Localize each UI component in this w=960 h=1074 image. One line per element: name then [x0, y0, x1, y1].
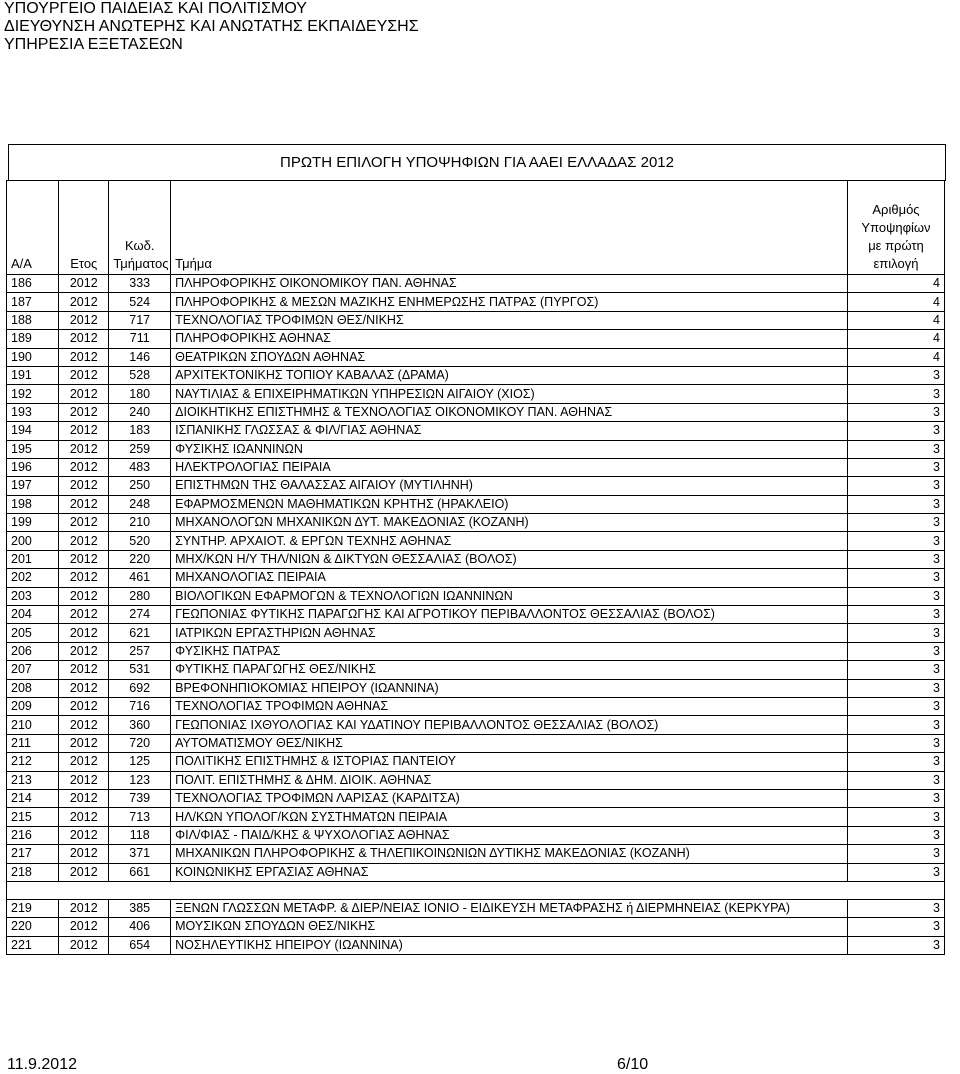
cell-department: ΙΑΤΡΙΚΩΝ ΕΡΓΑΣΤΗΡΙΩΝ ΑΘΗΝΑΣ: [171, 624, 848, 642]
cell-year: 2012: [59, 679, 109, 697]
cell-code: 461: [109, 569, 171, 587]
cell-year: 2012: [59, 845, 109, 863]
cell-candidates: 3: [847, 642, 944, 660]
cell-code: 528: [109, 366, 171, 384]
cell-aa: 216: [7, 826, 59, 844]
cell-candidates: 3: [847, 385, 944, 403]
cell-candidates: 3: [847, 899, 944, 917]
cell-year: 2012: [59, 808, 109, 826]
cell-department: ΦΥΣΙΚΗΣ ΠΑΤΡΑΣ: [171, 642, 848, 660]
cell-department: ΤΕΧΝΟΛΟΓΙΑΣ ΤΡΟΦΙΜΩΝ ΘΕΣ/ΝΙΚΗΣ: [171, 311, 848, 329]
table-row: [7, 348, 945, 366]
cell-year: 2012: [59, 275, 109, 293]
table-row: [7, 569, 945, 587]
cell-candidates: 3: [847, 863, 944, 881]
cell-aa: 204: [7, 606, 59, 624]
cell-aa: 193: [7, 403, 59, 421]
cell-department: ΝΑΥΤΙΛΙΑΣ & ΕΠΙΧΕΙΡΗΜΑΤΙΚΩΝ ΥΠΗΡΕΣΙΩΝ ΑΙΓΑΙΟΥ (ΧΙΟΣ): [171, 385, 848, 403]
column-header-year: Ετος: [59, 181, 109, 275]
cell-aa: 213: [7, 771, 59, 789]
cell-code: 183: [109, 422, 171, 440]
cell-year: 2012: [59, 734, 109, 752]
footer-date: 11.9.2012: [7, 1056, 77, 1073]
table-row: [7, 385, 945, 403]
cell-department: ΒΡΕΦΟΝΗΠΙΟΚΟΜΙΑΣ ΗΠΕΙΡΟΥ (ΙΩΑΝΝΙΝΑ): [171, 679, 848, 697]
cell-candidates: 3: [847, 514, 944, 532]
table-row: [7, 606, 945, 624]
cell-aa: 210: [7, 716, 59, 734]
table-row: [7, 477, 945, 495]
cell-candidates: 3: [847, 734, 944, 752]
cell-year: 2012: [59, 569, 109, 587]
cell-department: ΤΕΧΝΟΛΟΓΙΑΣ ΤΡΟΦΙΜΩΝ ΑΘΗΝΑΣ: [171, 697, 848, 715]
cell-year: 2012: [59, 422, 109, 440]
table-header-row: [7, 181, 945, 275]
table-row: [7, 661, 945, 679]
cell-candidates: 4: [847, 330, 944, 348]
cell-aa: 195: [7, 440, 59, 458]
cell-code: 371: [109, 845, 171, 863]
cell-code: 717: [109, 311, 171, 329]
cell-year: 2012: [59, 514, 109, 532]
cell-year: 2012: [59, 771, 109, 789]
column-header-code: [109, 181, 171, 275]
cell-candidates: 3: [847, 477, 944, 495]
cell-aa: 190: [7, 348, 59, 366]
cell-candidates: 3: [847, 845, 944, 863]
cell-department: ΔΙΟΙΚΗΤΙΚΗΣ ΕΠΙΣΤΗΜΗΣ & ΤΕΧΝΟΛΟΓΙΑΣ ΟΙΚΟΝΟΜΙΚΟΥ ΠΑΝ. ΑΘΗΝΑΣ: [171, 403, 848, 421]
cell-department: ΜΗΧΑΝΙΚΩΝ ΠΛΗΡΟΦΟΡΙΚΗΣ & ΤΗΛΕΠΙΚΟΙΝΩΝΙΩΝ ΔΥΤΙΚΗΣ ΜΑΚΕΔΟΝΙΑΣ (ΚΟΖΑΝΗ): [171, 845, 848, 863]
cell-aa: 214: [7, 789, 59, 807]
cell-candidates: 3: [847, 918, 944, 936]
table-row: [7, 697, 945, 715]
cell-code: 621: [109, 624, 171, 642]
report-title: ΠΡΩΤΗ ΕΠΙΛΟΓΗ ΥΠΟΨΗΦΙΩΝ ΓΙΑ ΑΑΕΙ ΕΛΛΑΔΑΣ 2012: [8, 144, 946, 181]
cell-aa: 219: [7, 899, 59, 917]
cell-code: 661: [109, 863, 171, 881]
column-header-candidates: [847, 181, 944, 275]
cell-year: 2012: [59, 936, 109, 954]
cell-aa: 215: [7, 808, 59, 826]
table-row: [7, 899, 945, 917]
spacer-cell: [7, 881, 945, 899]
cell-code: 520: [109, 532, 171, 550]
table-row: [7, 495, 945, 513]
cell-department: ΣΥΝΤΗΡ. ΑΡΧΑΙΟΤ. & ΕΡΓΩΝ ΤΕΧΝΗΣ ΑΘΗΝΑΣ: [171, 532, 848, 550]
cell-candidates: 3: [847, 606, 944, 624]
cell-candidates: 3: [847, 532, 944, 550]
cell-code: 250: [109, 477, 171, 495]
table-row: [7, 624, 945, 642]
cell-aa: 194: [7, 422, 59, 440]
table-row: [7, 458, 945, 476]
cell-code: 146: [109, 348, 171, 366]
cell-department: ΤΕΧΝΟΛΟΓΙΑΣ ΤΡΟΦΙΜΩΝ ΛΑΡΙΣΑΣ (ΚΑΡΔΙΤΣΑ): [171, 789, 848, 807]
code-header-line-2: Τμήματος: [113, 256, 169, 271]
cell-year: 2012: [59, 753, 109, 771]
cell-year: 2012: [59, 348, 109, 366]
cell-year: 2012: [59, 624, 109, 642]
cell-code: 483: [109, 458, 171, 476]
cell-code: 692: [109, 679, 171, 697]
cell-aa: 186: [7, 275, 59, 293]
cell-aa: 191: [7, 366, 59, 384]
cell-department: ΦΥΣΙΚΗΣ ΙΩΑΝΝΙΝΩΝ: [171, 440, 848, 458]
cell-candidates: 3: [847, 826, 944, 844]
cell-department: ΙΣΠΑΝΙΚΗΣ ΓΛΩΣΣΑΣ & ΦΙΛ/ΓΙΑΣ ΑΘΗΝΑΣ: [171, 422, 848, 440]
cell-code: 125: [109, 753, 171, 771]
cell-candidates: 3: [847, 587, 944, 605]
cell-candidates: 4: [847, 293, 944, 311]
cell-department: ΕΦΑΡΜΟΣΜΕΝΩΝ ΜΑΘΗΜΑΤΙΚΩΝ ΚΡΗΤΗΣ (ΗΡΑΚΛΕΙΟ): [171, 495, 848, 513]
table-row: [7, 366, 945, 384]
cell-aa: 197: [7, 477, 59, 495]
table-row: [7, 403, 945, 421]
cell-candidates: 3: [847, 458, 944, 476]
cell-year: 2012: [59, 789, 109, 807]
table-row: [7, 826, 945, 844]
service-name: ΥΠΗΡΕΣΙΑ ΕΞΕΤΑΣΕΩΝ: [4, 36, 183, 53]
num-header-line-1: Αριθμός: [872, 202, 920, 217]
cell-code: 531: [109, 661, 171, 679]
cell-year: 2012: [59, 532, 109, 550]
cell-code: 123: [109, 771, 171, 789]
cell-candidates: 3: [847, 936, 944, 954]
cell-aa: 208: [7, 679, 59, 697]
cell-code: 720: [109, 734, 171, 752]
cell-year: 2012: [59, 642, 109, 660]
cell-department: ΜΗΧΑΝΟΛΟΓΩΝ ΜΗΧΑΝΙΚΩΝ ΔΥΤ. ΜΑΚΕΔΟΝΙΑΣ (ΚΟΖΑΝΗ): [171, 514, 848, 532]
cell-candidates: 3: [847, 808, 944, 826]
cell-department: ΘΕΑΤΡΙΚΩΝ ΣΠΟΥΔΩΝ ΑΘΗΝΑΣ: [171, 348, 848, 366]
cell-code: 360: [109, 716, 171, 734]
cell-year: 2012: [59, 403, 109, 421]
cell-department: ΠΟΛΙΤΙΚΗΣ ΕΠΙΣΤΗΜΗΣ & ΙΣΤΟΡΙΑΣ ΠΑΝΤΕΙΟΥ: [171, 753, 848, 771]
table-row: [7, 532, 945, 550]
num-header-line-2: Υποψηφίων: [861, 220, 931, 235]
cell-code: 711: [109, 330, 171, 348]
cell-code: 654: [109, 936, 171, 954]
cell-aa: 209: [7, 697, 59, 715]
cell-code: 333: [109, 275, 171, 293]
cell-aa: 188: [7, 311, 59, 329]
cell-department: ΠΛΗΡΟΦΟΡΙΚΗΣ ΑΘΗΝΑΣ: [171, 330, 848, 348]
table-row: [7, 440, 945, 458]
table-row: [7, 293, 945, 311]
cell-candidates: 3: [847, 403, 944, 421]
cell-aa: 192: [7, 385, 59, 403]
cell-department: ΦΥΤΙΚΗΣ ΠΑΡΑΓΩΓΗΣ ΘΕΣ/ΝΙΚΗΣ: [171, 661, 848, 679]
cell-aa: 212: [7, 753, 59, 771]
cell-candidates: 3: [847, 366, 944, 384]
table-row: [7, 771, 945, 789]
table-row: [7, 789, 945, 807]
code-header-line-1: Κωδ.: [124, 238, 155, 253]
table-row: [7, 587, 945, 605]
table-row: [7, 808, 945, 826]
cell-candidates: 3: [847, 679, 944, 697]
table-row: [7, 716, 945, 734]
cell-aa: 211: [7, 734, 59, 752]
cell-department: ΠΟΛΙΤ. ΕΠΙΣΤΗΜΗΣ & ΔΗΜ. ΔΙΟΙΚ. ΑΘΗΝΑΣ: [171, 771, 848, 789]
cell-aa: 217: [7, 845, 59, 863]
cell-year: 2012: [59, 899, 109, 917]
cell-year: 2012: [59, 918, 109, 936]
cell-year: 2012: [59, 477, 109, 495]
table-row: [7, 845, 945, 863]
cell-code: 240: [109, 403, 171, 421]
cell-code: 716: [109, 697, 171, 715]
table-row: [7, 275, 945, 293]
cell-year: 2012: [59, 606, 109, 624]
table-row: [7, 422, 945, 440]
cell-candidates: 3: [847, 661, 944, 679]
cell-code: 274: [109, 606, 171, 624]
candidates-table: [6, 180, 945, 955]
directorate-name: ΔΙΕΥΘΥΝΣΗ ΑΝΩΤΕΡΗΣ ΚΑΙ ΑΝΩΤΑΤΗΣ ΕΚΠΑΙΔΕΥΣΗΣ: [4, 18, 419, 35]
table-row: [7, 514, 945, 532]
cell-year: 2012: [59, 330, 109, 348]
cell-aa: 198: [7, 495, 59, 513]
cell-department: ΚΟΙΝΩΝΙΚΗΣ ΕΡΓΑΣΙΑΣ ΑΘΗΝΑΣ: [171, 863, 848, 881]
cell-aa: 220: [7, 918, 59, 936]
cell-candidates: 3: [847, 550, 944, 568]
cell-department: ΠΛΗΡΟΦΟΡΙΚΗΣ & ΜΕΣΩΝ ΜΑΖΙΚΗΣ ΕΝΗΜΕΡΩΣΗΣ ΠΑΤΡΑΣ (ΠΥΡΓΟΣ): [171, 293, 848, 311]
cell-aa: 221: [7, 936, 59, 954]
cell-candidates: 4: [847, 348, 944, 366]
cell-aa: 205: [7, 624, 59, 642]
cell-candidates: 3: [847, 716, 944, 734]
num-header-line-4: επιλογή: [873, 256, 919, 271]
cell-candidates: 3: [847, 569, 944, 587]
ministry-name: ΥΠΟΥΡΓΕΙΟ ΠΑΙΔΕΙΑΣ ΚΑΙ ΠΟΛΙΤΙΣΜΟΥ: [4, 0, 307, 17]
cell-department: ΗΛ/ΚΩΝ ΥΠΟΛΟΓ/ΚΩΝ ΣΥΣΤΗΜΑΤΩΝ ΠΕΙΡΑΙΑ: [171, 808, 848, 826]
table-row: [7, 863, 945, 881]
cell-aa: 196: [7, 458, 59, 476]
cell-department: ΞΕΝΩΝ ΓΛΩΣΣΩΝ ΜΕΤΑΦΡ. & ΔΙΕΡ/ΝΕΙΑΣ ΙΟΝΙΟ - ΕΙΔΙΚΕΥΣΗ ΜΕΤΑΦΡΑΣΗΣ ή ΔΙΕΡΜΗΝΕΙΑΣ (ΚΕΡΚΥΡΑ): [171, 899, 848, 917]
cell-department: ΜΟΥΣΙΚΩΝ ΣΠΟΥΔΩΝ ΘΕΣ/ΝΙΚΗΣ: [171, 918, 848, 936]
cell-candidates: 3: [847, 422, 944, 440]
cell-year: 2012: [59, 385, 109, 403]
cell-department: ΠΛΗΡΟΦΟΡΙΚΗΣ ΟΙΚΟΝΟΜΙΚΟΥ ΠΑΝ. ΑΘΗΝΑΣ: [171, 275, 848, 293]
cell-code: 713: [109, 808, 171, 826]
cell-department: ΜΗΧΑΝΟΛΟΓΙΑΣ ΠΕΙΡΑΙΑ: [171, 569, 848, 587]
table-spacer-row: [7, 881, 945, 899]
cell-department: ΜΗΧ/ΚΩΝ Η/Υ ΤΗΛ/ΝΙΩΝ & ΔΙΚΤΥΩΝ ΘΕΣΣΑΛΙΑΣ (ΒΟΛΟΣ): [171, 550, 848, 568]
cell-department: ΗΛΕΚΤΡΟΛΟΓΙΑΣ ΠΕΙΡΑΙΑ: [171, 458, 848, 476]
cell-department: ΕΠΙΣΤΗΜΩΝ ΤΗΣ ΘΑΛΑΣΣΑΣ ΑΙΓΑΙΟΥ (ΜΥΤΙΛΗΝΗ): [171, 477, 848, 495]
cell-code: 259: [109, 440, 171, 458]
cell-department: ΓΕΩΠΟΝΙΑΣ ΙΧΘΥΟΛΟΓΙΑΣ ΚΑΙ ΥΔΑΤΙΝΟΥ ΠΕΡΙΒΑΛΛΟΝΤΟΣ ΘΕΣΣΑΛΙΑΣ (ΒΟΛΟΣ): [171, 716, 848, 734]
cell-candidates: 3: [847, 753, 944, 771]
cell-aa: 206: [7, 642, 59, 660]
cell-code: 739: [109, 789, 171, 807]
cell-candidates: 3: [847, 771, 944, 789]
cell-code: 248: [109, 495, 171, 513]
table-row: [7, 330, 945, 348]
table-row: [7, 311, 945, 329]
cell-aa: 187: [7, 293, 59, 311]
cell-code: 385: [109, 899, 171, 917]
cell-year: 2012: [59, 826, 109, 844]
cell-aa: 202: [7, 569, 59, 587]
table-row: [7, 679, 945, 697]
cell-aa: 199: [7, 514, 59, 532]
table-row: [7, 918, 945, 936]
cell-year: 2012: [59, 293, 109, 311]
cell-department: ΑΡΧΙΤΕΚΤΟΝΙΚΗΣ ΤΟΠΙΟΥ ΚΑΒΑΛΑΣ (ΔΡΑΜΑ): [171, 366, 848, 384]
table-row: [7, 753, 945, 771]
cell-year: 2012: [59, 311, 109, 329]
cell-code: 220: [109, 550, 171, 568]
cell-code: 180: [109, 385, 171, 403]
cell-department: ΒΙΟΛΟΓΙΚΩΝ ΕΦΑΡΜΟΓΩΝ & ΤΕΧΝΟΛΟΓΙΩΝ ΙΩΑΝΝΙΝΩΝ: [171, 587, 848, 605]
cell-year: 2012: [59, 863, 109, 881]
cell-code: 257: [109, 642, 171, 660]
cell-aa: 203: [7, 587, 59, 605]
cell-year: 2012: [59, 440, 109, 458]
cell-year: 2012: [59, 587, 109, 605]
cell-year: 2012: [59, 495, 109, 513]
column-header-aa: Α/Α: [7, 181, 59, 275]
cell-year: 2012: [59, 366, 109, 384]
cell-candidates: 3: [847, 789, 944, 807]
cell-code: 280: [109, 587, 171, 605]
table-row: [7, 936, 945, 954]
cell-candidates: 3: [847, 624, 944, 642]
table-row: [7, 550, 945, 568]
cell-department: ΦΙΛ/ΦΙΑΣ - ΠΑΙΔ/ΚΗΣ & ΨΥΧΟΛΟΓΙΑΣ ΑΘΗΝΑΣ: [171, 826, 848, 844]
cell-candidates: 3: [847, 697, 944, 715]
table-row: [7, 734, 945, 752]
cell-aa: 200: [7, 532, 59, 550]
cell-candidates: 3: [847, 495, 944, 513]
cell-code: 210: [109, 514, 171, 532]
cell-code: 406: [109, 918, 171, 936]
cell-candidates: 4: [847, 275, 944, 293]
num-header-line-3: με πρώτη: [868, 238, 924, 253]
cell-candidates: 4: [847, 311, 944, 329]
cell-candidates: 3: [847, 440, 944, 458]
cell-year: 2012: [59, 458, 109, 476]
cell-year: 2012: [59, 716, 109, 734]
cell-year: 2012: [59, 697, 109, 715]
cell-year: 2012: [59, 661, 109, 679]
table-row: [7, 642, 945, 660]
footer-page-number: 6/10: [617, 1056, 649, 1073]
cell-aa: 218: [7, 863, 59, 881]
cell-year: 2012: [59, 550, 109, 568]
cell-department: ΝΟΣΗΛΕΥΤΙΚΗΣ ΗΠΕΙΡΟΥ (ΙΩΑΝΝΙΝΑ): [171, 936, 848, 954]
cell-code: 524: [109, 293, 171, 311]
cell-aa: 189: [7, 330, 59, 348]
column-header-department: Τμήμα: [171, 181, 848, 275]
cell-department: ΑΥΤΟΜΑΤΙΣΜΟΥ ΘΕΣ/ΝΙΚΗΣ: [171, 734, 848, 752]
cell-code: 118: [109, 826, 171, 844]
cell-department: ΓΕΩΠΟΝΙΑΣ ΦΥΤΙΚΗΣ ΠΑΡΑΓΩΓΗΣ ΚΑΙ ΑΓΡΟΤΙΚΟΥ ΠΕΡΙΒΑΛΛΟΝΤΟΣ ΘΕΣΣΑΛΙΑΣ (ΒΟΛΟΣ): [171, 606, 848, 624]
cell-aa: 207: [7, 661, 59, 679]
cell-aa: 201: [7, 550, 59, 568]
